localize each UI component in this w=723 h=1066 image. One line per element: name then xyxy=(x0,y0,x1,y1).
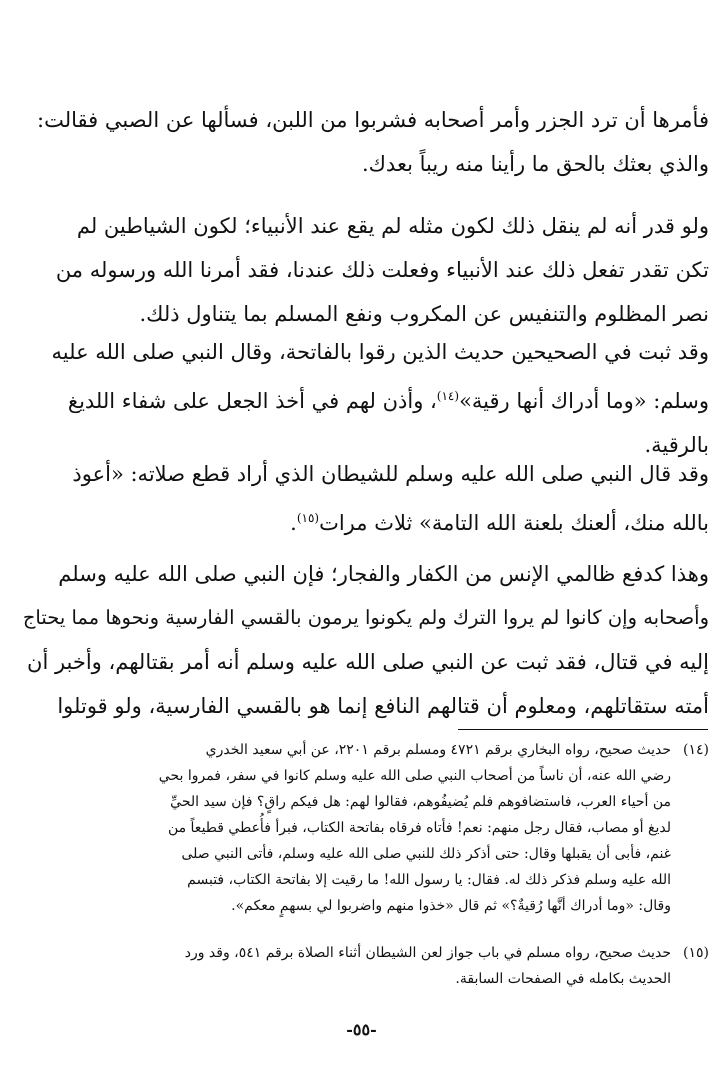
paragraph-4 xyxy=(72,452,709,545)
text-line: ولو قدر أنه لم ينقل ذلك لكون مثله لم يقع عند الأنبياء؛ لكون الشياطين لم xyxy=(76,214,709,238)
text-line: نصر المظلوم والتنفيس عن المكروب ونفع المسلم بما يتناول ذلك. xyxy=(139,302,709,326)
footnote-line: غنم، فأبى أن يقبلها وقال: حتى أذكر ذلك للنبي صلى الله عليه وسلم، فأتى النبي صلى xyxy=(181,846,671,862)
footnote-14 xyxy=(92,737,709,919)
text-segment: بالله منك، ألعنك بلعنة الله التامة» ثلاث مرات xyxy=(319,511,709,535)
text-line: وقد ثبت في الصحيحين حديث الذين رقوا بالفاتحة، وقال النبي صلى الله عليه xyxy=(51,340,709,364)
footnote-separator xyxy=(458,729,708,730)
footnote-body xyxy=(92,737,671,919)
footnote-line: حديث صحيح، رواه مسلم في باب جواز لعن الشيطان أثناء الصلاة برقم ٥٤١، وقد ورد xyxy=(184,945,671,961)
footnote-ref[interactable]: (١٤) xyxy=(436,389,460,403)
footnote-line: رضي الله عنه، أن ناساً من أصحاب النبي صلى الله عليه وسلم كانوا في سفر، فمروا بحي xyxy=(158,768,671,784)
paragraph-2 xyxy=(55,204,709,336)
footnote-line: من أحياء العرب، فاستضافوهم فلم يُضيفُوهم، فقالوا لهم: هل فيكم راقٍ؟ فإن سيد الحيِّ xyxy=(170,794,671,810)
text-line: وقد قال النبي صلى الله عليه وسلم للشيطان الذي أراد قطع صلاته: «أعوذ xyxy=(72,462,709,486)
text-segment: . xyxy=(290,511,297,535)
text-segment: ، وأذن لهم في أخذ الجعل على شفاء اللديغ xyxy=(67,389,437,413)
footnote-number: (١٤) xyxy=(683,742,709,758)
paragraph-1 xyxy=(37,98,709,186)
footnote-line: لديغ أو مصاب، فقال رجل منهم: نعم! فأتاه فرقاه بفاتحة الكتاب، فبرأ فأُعطي قطيعاً من xyxy=(167,820,671,836)
footnote-line: حديث صحيح، رواه البخاري برقم ٤٧٢١ ومسلم برقم ٢٢٠١، عن أبي سعيد الخدري xyxy=(205,742,671,758)
footnote-ref[interactable]: (١٥) xyxy=(296,511,320,525)
text-line: والذي بعثك بالحق ما رأينا منه ريباً بعدك. xyxy=(361,152,709,176)
text-line xyxy=(67,374,709,423)
paragraph-3 xyxy=(51,330,709,467)
footnote-number: (١٥) xyxy=(683,945,709,961)
paragraph-5 xyxy=(22,552,709,728)
text-line: أمته ستقاتلهم، ومعلوم أن قتالهم النافع إنما هو بالقسي الفارسية، ولو قوتلوا xyxy=(57,694,709,718)
text-line: إليه في قتال، فقد ثبت عن النبي صلى الله عليه وسلم أنه أمر بقتالهم، وأخبر أن xyxy=(27,650,709,674)
text-line: وهذا كدفع ظالمي الإنس من الكفار والفجار؛ فإن النبي صلى الله عليه وسلم xyxy=(58,562,709,586)
text-line: بالرقية. xyxy=(644,433,709,457)
text-segment: وسلم: «وما أدراك أنها رقية» xyxy=(459,389,709,413)
page-number: -٥٥- xyxy=(346,1020,377,1039)
footnote-line: الله عليه وسلم فذكر ذلك له. فقال: يا رسول الله! ما رقيت إلا بفاتحة الكتاب، فتبسم xyxy=(187,872,671,888)
footnote-15 xyxy=(92,940,709,992)
text-line: تكن تقدر تفعل ذلك عند الأنبياء وفعلت ذلك عندنا، فقد أمرنا الله ورسوله من xyxy=(55,258,709,282)
footnote-line: وقال: «وما أدراك أنَّها رُقيةٌ؟» ثم قال «خذوا منهم واضربوا لي بسهمٍ معكم». xyxy=(231,898,671,914)
text-line: وأصحابه وإن كانوا لم يروا الترك ولم يكونوا يرمون بالقسي الفارسية ونحوها مما يحتاج xyxy=(22,606,709,629)
footnote-body xyxy=(92,940,671,992)
text-line xyxy=(92,496,709,545)
text-line: فأمرها أن ترد الجزر وأمر أصحابه فشربوا من اللبن، فسألها عن الصبي فقالت: xyxy=(37,108,709,132)
footnote-line: الحديث بكامله في الصفحات السابقة. xyxy=(455,971,671,987)
